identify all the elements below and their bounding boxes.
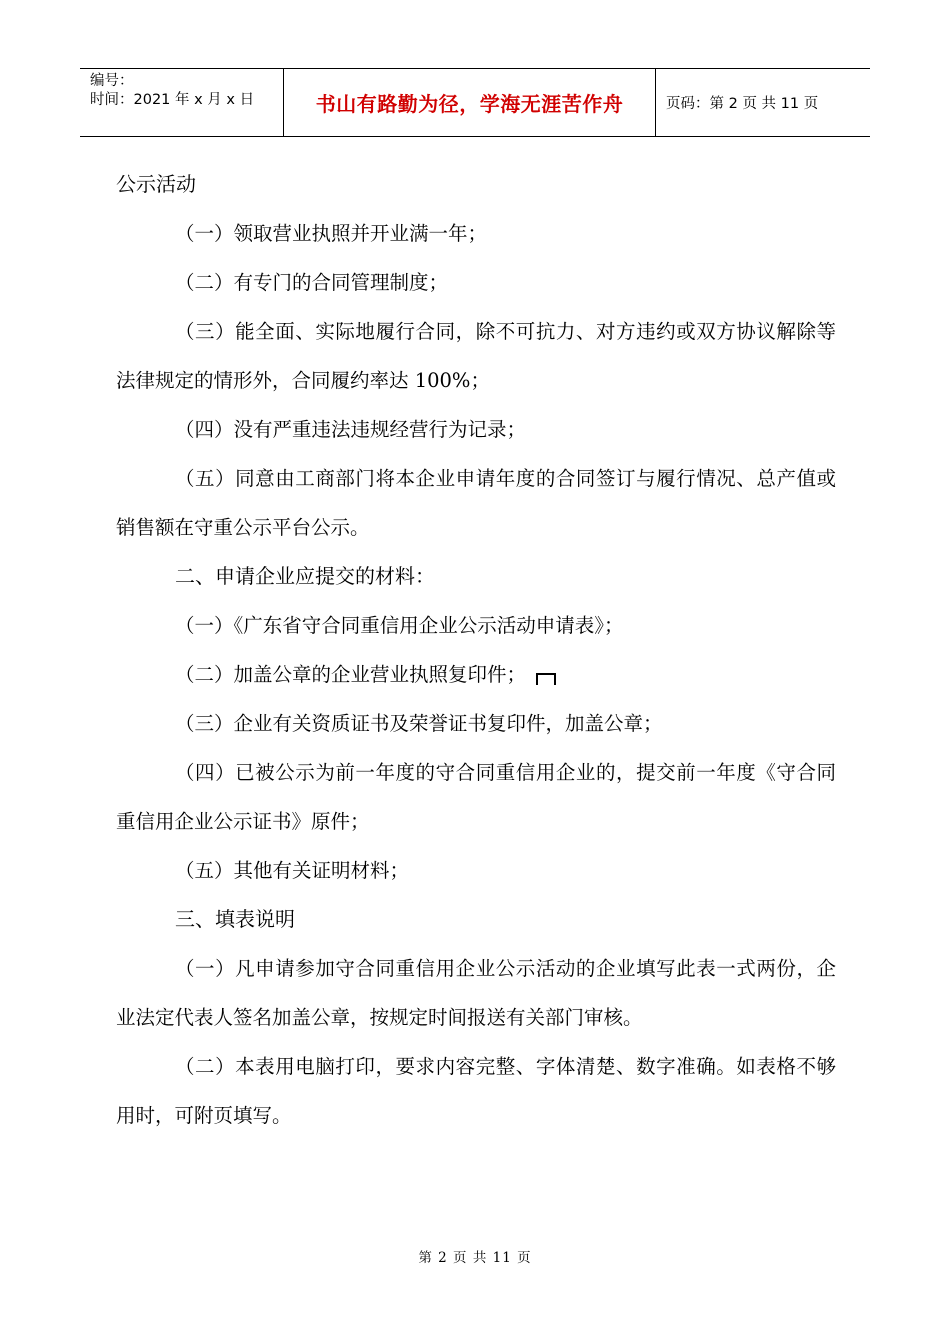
condition-3: （三）能全面、实际地履行合同，除不可抗力、对方违约或双方协议解除等法律规定的情形外，合同履约率达 100%； (116, 320, 836, 392)
material-2 (116, 650, 836, 699)
header-motto: 书山有路勤为径，学海无涯苦作舟 (283, 69, 656, 136)
condition-2: （二）有专门的合同管理制度； (175, 271, 449, 294)
document-date: 时间：2021 年 x 月 x 日 (90, 92, 255, 108)
section-continuation: 公示活动 (116, 172, 196, 196)
header-left-cell (80, 69, 283, 136)
material-4: （四）已被公示为前一年度的守合同重信用企业的，提交前一年度《守合同重信用企业公示证书》原件； (116, 761, 836, 833)
header-page-code: 页码：第 2 页 共 11 页 (666, 96, 819, 112)
page-header (80, 68, 870, 137)
material-1: （一）《广东省守合同重信用企业公示活动申请表》； (175, 614, 624, 637)
section-heading-materials: 二、申请企业应提交的材料： (175, 564, 435, 588)
document-body (116, 160, 836, 1140)
section-heading-instructions: 三、填表说明 (175, 907, 295, 931)
instruction-2: （二）本表用电脑打印，要求内容完整、字体清楚、数字准确。如表格不够用时，可附页填写。 (116, 1055, 836, 1127)
material-2-text: （二）加盖公章的企业营业执照复印件； (175, 663, 527, 686)
material-3: （三）企业有关资质证书及荣誉证书复印件，加盖公章； (175, 712, 663, 735)
instruction-1: （一）凡申请参加守合同重信用企业公示活动的企业填写此表一式两份，企业法定代表人签名加盖公章，按规定时间报送有关部门审核。 (116, 957, 836, 1029)
page-footer: 第 2 页 共 11 页 (418, 1250, 532, 1266)
bracket-mark (536, 673, 556, 685)
material-5: （五）其他有关证明材料； (175, 859, 410, 882)
document-number: 编号： (90, 73, 134, 89)
condition-5: （五）同意由工商部门将本企业申请年度的合同签订与履行情况、总产值或销售额在守重公示平台公示。 (116, 467, 836, 539)
condition-1: （一）领取营业执照并开业满一年； (175, 222, 488, 245)
condition-4: （四）没有严重违法违规经营行为记录； (175, 418, 527, 441)
